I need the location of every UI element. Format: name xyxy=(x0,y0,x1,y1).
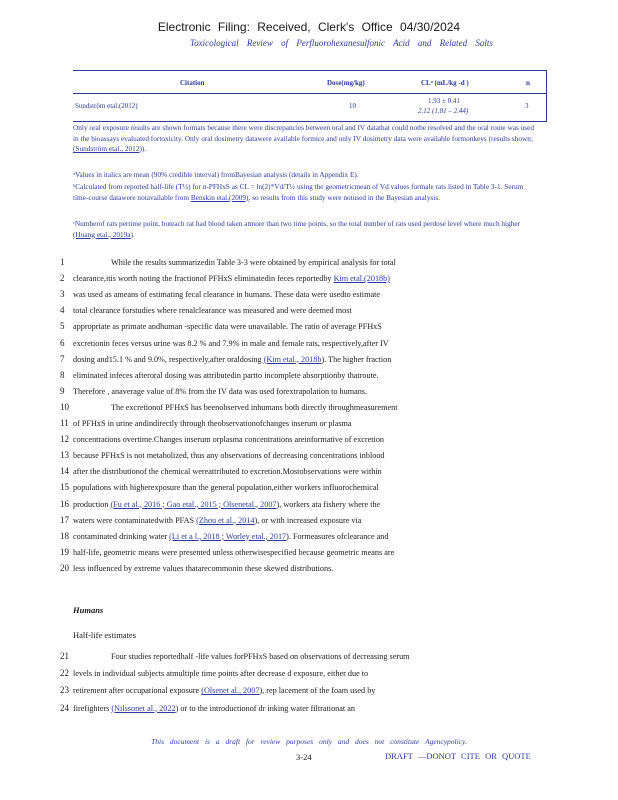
document-subtitle: Toxicological Review of Perfluorohexanesulfonic Acid and Related Salts xyxy=(190,38,493,48)
table-note-1-end: )). xyxy=(139,144,147,154)
body-line-text: levels in individual subjects atmultiple time points after decrease d exposure, either due to xyxy=(73,669,369,679)
line-number: 22 xyxy=(60,668,69,679)
line-number: 21 xyxy=(60,651,69,661)
subsection-heading-half-life: Half-life estimates xyxy=(73,630,137,640)
body-line-text: eliminated infeces afteroral dosing was attributedin partto incomplete absorptionby thatroute. xyxy=(73,370,379,380)
body-line xyxy=(73,564,536,573)
line-number: 18 xyxy=(60,530,69,541)
table-note-3-text: ᵇCalculated from reported half-life (T½) for n-PFHxS as CL = ln(2)*Vd/T½ using the geometricmean of Vd values formale rats listed in Table 3-1. Serum time-course datawere notavailable from xyxy=(73,182,524,202)
body-line-text: excretionin feces versus urine was 8.2 % and 7.9% in male and female rats, respectively,after IV xyxy=(73,338,389,348)
section-heading-humans: Humans xyxy=(73,605,104,615)
citation-link[interactable]: (Zhou et al., 2014 xyxy=(196,515,255,525)
table-header-dose: Dose(mg/kg) xyxy=(327,79,365,87)
citation-link[interactable]: Kim etal.(2018b) xyxy=(333,274,390,284)
body-line xyxy=(73,339,536,348)
draft-label: DRAFT —DONOT CITE OR QUOTE xyxy=(385,751,531,761)
body-line-text-end: ), or with increased exposure via xyxy=(254,515,362,525)
table-note-4-text: ᶜNumberof rats pertime point, buteach rat had blood taken atmore than two time points, so the total number of rats used perdose level where much higher xyxy=(73,219,521,228)
line-number: 3 xyxy=(60,289,65,300)
line-number: 8 xyxy=(60,369,65,380)
body-line-text: dosing and15.1 % and 9.0%, respectively,after oraldosing xyxy=(73,354,264,364)
page-number: 3-24 xyxy=(296,752,312,762)
body-line-text: because PFHxS is not metabolized, thus any observations of decreasing concentrations inblood xyxy=(73,451,385,461)
body-line xyxy=(73,403,536,412)
body-line xyxy=(73,686,536,695)
table-note-4 xyxy=(73,219,536,240)
citation-link[interactable]: (Nilssonet al., 2022 xyxy=(111,703,176,713)
body-line-text: populations with higherexposure than the general population,either workers influorochemical xyxy=(73,483,379,493)
body-line-text: half-life, geometric means were presented unless otherwisespecified because geometric means are xyxy=(73,547,395,557)
line-number: 12 xyxy=(60,434,69,445)
citation-link-sundstrom[interactable]: (Sundström etal., 2012 xyxy=(73,144,140,154)
body-line-text: total clearance forstudies where renalclearance was measured and were deemed most xyxy=(73,306,352,316)
body-line xyxy=(73,290,536,299)
line-number: 2 xyxy=(60,273,65,284)
citation-link[interactable]: (Fu et al., 2016 ; Gao etal., 2015 ; Olsenetal., 2007 xyxy=(110,499,277,509)
line-number: 16 xyxy=(60,498,69,509)
body-line-text: after the distributionof the chemical wereattributed to excretion.Mostobservations were within xyxy=(73,467,382,477)
table-note-3 xyxy=(73,182,536,203)
citation-link[interactable]: (Kim etal., 2018b xyxy=(263,354,322,364)
line-number: 17 xyxy=(60,514,69,525)
table-header-rule xyxy=(73,93,546,94)
body-line xyxy=(73,355,536,364)
line-number: 11 xyxy=(60,418,69,428)
line-number: 7 xyxy=(60,353,65,364)
filing-header: Electronic Filing: Received, Clerk's Office 04/30/2024 xyxy=(157,20,461,34)
line-number: 6 xyxy=(60,337,65,348)
body-line-text: contaminated drinking water xyxy=(73,531,170,541)
body-line-text: waters were contaminatedwith PFAS xyxy=(73,515,197,525)
body-line xyxy=(73,467,536,476)
body-line-text: clearance,itis worth noting the fractionof PFHxS eliminatedin feces reportedby xyxy=(73,274,334,284)
line-number: 24 xyxy=(60,702,69,713)
body-line-text: of PFHxS in urine andindirectly through theobservationofchanges inserum or plasma xyxy=(73,419,352,428)
citation-link[interactable]: (Li et a l., 2018 ; Worley etal., 2017 xyxy=(169,531,287,541)
line-number: 1 xyxy=(60,257,65,267)
table-note-1-text: Only oral exposure results are shown formats because there were discrepancies between oral and IV datathat could notbe resolved and the oral route was used in the bioassays evaluated fortoxicity. Only oral dosimetry datawere available formice and only IV dosimetry data were available formonkeys (results shown; xyxy=(73,123,535,143)
body-line-text-end: ), rep lacement of the foam used by xyxy=(259,686,376,696)
body-line-text: The excretionof PFHxS has beenobserved inhumans both directly throughmeasurement xyxy=(111,402,398,412)
body-line xyxy=(73,704,536,713)
table-cell-citation: Sundström etal.(2012) xyxy=(75,102,138,110)
line-number: 4 xyxy=(60,305,65,316)
body-line-text: concentrations overtime.Changes inserum orplasma concentrations areinformative of excretion xyxy=(73,435,385,445)
line-number: 19 xyxy=(60,546,69,557)
body-line xyxy=(73,435,536,444)
table-note-4-end: ). xyxy=(130,229,135,239)
table-header-citation: Citation xyxy=(180,79,205,87)
line-number: 14 xyxy=(60,466,69,477)
line-number: 13 xyxy=(60,450,69,461)
body-line xyxy=(73,548,536,557)
body-line-text-end: ). The higher fraction xyxy=(321,354,392,364)
body-line-text-end: ), workers ata fishery where the xyxy=(276,499,381,509)
line-number: 20 xyxy=(60,562,69,573)
body-line-text: While the results summarizedin Table 3-3 were obtained by empirical analysis for total xyxy=(111,258,396,267)
body-line-text: production xyxy=(73,499,111,509)
body-line-text: less influenced by extreme values thatarecommonin these skewed distributions. xyxy=(73,563,334,573)
table-header-cl: CLᵃ (mL/kg -d ) xyxy=(421,79,469,87)
body-line xyxy=(73,371,536,380)
table-note-1 xyxy=(73,123,536,155)
citation-link[interactable]: (Olsenet al., 2007 xyxy=(201,686,260,696)
body-line xyxy=(73,258,536,267)
body-line-text: Therefore , anaverage value of 8% from the IV data was used forextrapolation to humans. xyxy=(73,386,368,396)
table-header-n: n xyxy=(526,79,530,87)
body-line xyxy=(73,306,536,315)
body-line xyxy=(73,451,536,460)
line-number: 15 xyxy=(60,482,69,493)
line-number: 10 xyxy=(60,401,69,412)
line-number: 9 xyxy=(60,385,65,396)
citation-link-huang[interactable]: (Huang etal., 2019a xyxy=(73,229,131,239)
table-note-3-end: , so results from this study were notused in the Bayesian analysis. xyxy=(248,192,440,202)
line-number: 5 xyxy=(60,321,65,332)
body-line xyxy=(73,532,536,541)
draft-notice: This document is a draft for review purposes only and does not constitute Agencypolicy. xyxy=(151,737,467,746)
clearance-table xyxy=(73,70,547,122)
body-line-text: Four studies reportedhalf -life values forPFHxS based on observations of decreasing serum xyxy=(111,652,410,661)
body-line xyxy=(73,516,536,525)
body-line xyxy=(73,274,536,283)
body-line-text: appropriate as primate andhuman -specific data were unavailable. The ratio of average PFHxS xyxy=(73,322,382,332)
body-line xyxy=(73,652,536,661)
body-line xyxy=(73,500,536,509)
body-line xyxy=(73,322,536,331)
table-cell-n: 3 xyxy=(525,102,529,110)
body-line-text-end: ). Formeasures ofclearance and xyxy=(286,531,389,541)
body-line xyxy=(73,483,536,492)
table-cell-cl-interval: 2.12 (1.81 – 2.44) xyxy=(418,107,469,115)
body-line xyxy=(73,669,536,678)
body-line-text-end: ) or to the introductionof dr inking water filtrationat an xyxy=(175,703,355,713)
body-line-text: was used as ameans of estimating fecal clearance in humans. These data were usedto estimate xyxy=(73,290,380,300)
table-cell-dose: 10 xyxy=(349,102,356,110)
body-line-text: firefighters xyxy=(73,703,112,713)
citation-link-benskin[interactable]: Benskin etal.(2009) xyxy=(190,192,249,202)
line-number: 23 xyxy=(60,685,69,696)
table-note-2: ᵃValues in italics are mean (90% credible interval) fromBayesian analysis (details in Appendix E). xyxy=(73,170,359,179)
table-cell-cl-mean: 1.93 ± 0.41 xyxy=(428,97,460,105)
body-line-text: retirement after occupational exposure xyxy=(73,686,202,696)
body-line xyxy=(73,419,536,428)
body-line xyxy=(73,387,536,396)
